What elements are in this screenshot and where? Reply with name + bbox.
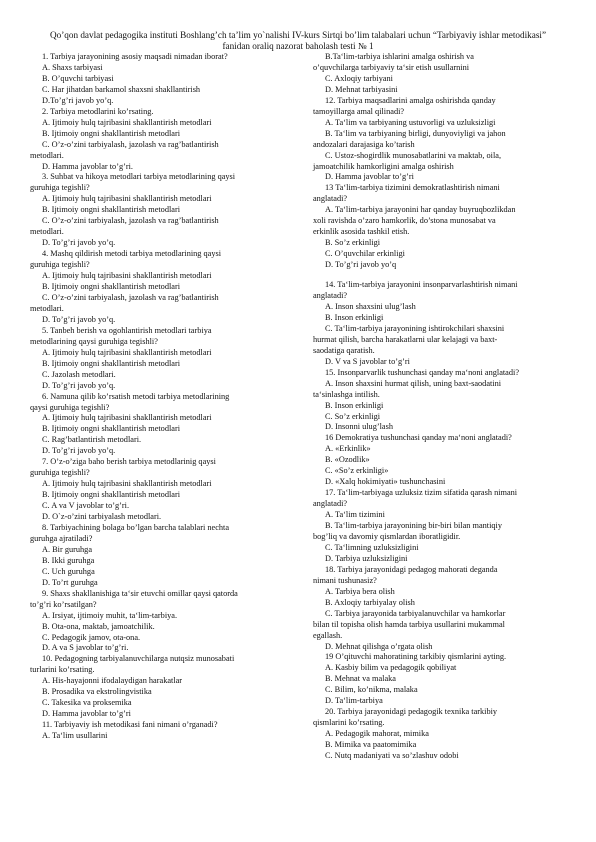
text-line: D. To’g’ri javob yo’q — [325, 260, 397, 270]
text-line — [313, 271, 566, 280]
text-line: C. So’z erkinligi — [325, 411, 381, 421]
text-line: C. Uch guruhga — [42, 566, 95, 576]
right-column — [313, 52, 566, 762]
text-line: o’quvchilarga tarbiyaviy ta‘sir etish usullarnini — [313, 62, 470, 72]
text-line: guruhiga tegishli? — [30, 260, 90, 270]
text-line: A. Inson shaxsini ulug’lash — [325, 301, 416, 311]
text-line: guruhga ajratiladi? — [30, 533, 93, 543]
text-line: A. Ijtimoiy hulq tajribasini shakllantirish metodlari — [42, 117, 212, 127]
text-line: 6. Namuna qilib ko’rsatish metodi tarbiya metodlarining — [42, 391, 230, 401]
text-line: bog’liq va davomiy qismlardan iboratligidir. — [313, 531, 461, 541]
text-line: 18. Tarbiya jarayonidagi pedagog mahorati deganda — [325, 564, 498, 574]
text-line: A. Ijtimoiy hulq tajribasini shakllantirish metodlari — [42, 413, 212, 423]
text-line: D. Hamma javoblar to’g’ri — [325, 172, 414, 182]
text-line: A. Ta‘lim usullarini — [42, 731, 108, 741]
text-line: 19 O’qituvchi mahoratining tarkibiy qismlarini ayting. — [325, 652, 507, 662]
text-line: A. His-hayajonni ifodalaydigan harakatlar — [42, 676, 183, 686]
text-line: 20. Tarbiya jarayonidagi pedagogik texnika tarkibiy — [325, 707, 498, 717]
text-line: C. Tarbiya jarayonida tarbiyalanuvchilar va hamkorlar — [325, 608, 506, 618]
text-line: B. Prosadika va ekstrolingvistika — [42, 687, 152, 697]
text-line: D. To’g’ri javob yo’q. — [42, 314, 116, 324]
text-line: D. O`z-o’zini tarbiyalash metodlari. — [42, 512, 162, 522]
text-line: jamoatchilik hamkorligini amalga oshirish — [313, 161, 454, 171]
text-line: B. Mehnat va malaka — [325, 674, 396, 684]
text-line: xoli ravishda o’zaro hamkorlik, do’stona munosabat va — [313, 216, 496, 226]
text-line: saodatiga qaratish. — [313, 345, 375, 355]
text-line: D. Insonni ulug’lash — [325, 422, 393, 432]
text-line: B. O’quvchi tarbiyasi — [42, 73, 114, 83]
text-line: A. Irsiyat, ijtimoiy muhit, ta‘lim-tarbiya. — [42, 610, 178, 620]
text-line: A. Ijtimoiy hulq tajribasini shakllantirish metodlari — [42, 271, 212, 281]
text-line: C. O’z-o’zini tarbiyalash, jazolash va rag’batlantirish — [42, 216, 219, 226]
text-line: D. Mehnat tarbiyasini — [325, 84, 398, 94]
text-line: D. «Xalq hokimiyati» tushunchasini — [325, 477, 446, 487]
text-line: C. Har jihatdan barkamol shaxsni shakllantirish — [42, 84, 201, 94]
text-line: A. Ta‘lim va tarbiyaning ustuvorligi va uzluksizligi — [325, 117, 496, 127]
text-line: A. Ijtimoiy hulq tajribasini shakllantirish metodlari — [42, 479, 212, 489]
text-line: 15. Insonparvarlik tushunchasi qanday ma‘noni anglatadi? — [325, 367, 520, 377]
text-line: C. A va V javoblar to’g’ri. — [42, 501, 130, 511]
text-line: C. O’quvchilar erkinligi — [325, 249, 405, 259]
text-line: D. To’g’ri javob yo’q. — [42, 446, 116, 456]
text-line: 16 Demokratiya tushunchasi qanday ma‘noni anglatadi? — [325, 433, 512, 443]
text-line: hurmat qilish, barcha harakatlarni ular kelajagi va baxt- — [313, 334, 498, 344]
text-line: A. Bir guruhga — [42, 544, 93, 554]
text-line: B. Ta‘lim-tarbiya jarayonining bir-biri bilan mantiqiy — [325, 521, 502, 531]
text-line: B. Ikki guruhga — [42, 555, 95, 565]
text-line: C. O’z-o’zini tarbiyalash, jazolash va rag’batlantirish — [42, 292, 219, 302]
text-line: B. Axloqiy tarbiyalay olish — [325, 597, 415, 607]
text-line: 9. Shaxs shakllanishiga ta‘sir etuvchi omillar qaysi qatorda — [42, 588, 238, 598]
text-line: metodlari. — [30, 303, 64, 313]
text-line: A. Shaxs tarbiyasi — [42, 62, 103, 72]
text-line: C. O’z-o’zini tarbiyalash, jazolash va rag’batlantirish — [42, 139, 219, 149]
text-line: B. Inson erkinligi — [325, 400, 384, 410]
text-line: B. So’z erkinligi — [325, 238, 381, 248]
text-line: B. Ijtimoiy ongni shakllantirish metodlari — [42, 424, 181, 434]
text-line: anglatadi? — [313, 499, 348, 509]
text-line: B. Ijtimoiy ongni shakllantirish metodlari — [42, 128, 181, 138]
text-line: A. Inson shaxsini hurmat qilish, uning baxt-saodatini — [325, 378, 502, 388]
text-line: tamoyillarga amal qilinadi? — [313, 106, 405, 116]
text-line: 13 Ta‘lim-tarbiya tizimini demokratlashtirish nimani — [325, 183, 500, 193]
text-line: B. Ijtimoiy ongni shakllantirish metodlari — [42, 358, 181, 368]
text-line: A. Ijtimoiy hulq tajribasini shakllantirish metodlari — [42, 347, 212, 357]
text-line: turlarini ko’rsating. — [30, 665, 95, 675]
text-line: B. Ijtimoiy ongni shakllantirish metodlari — [42, 490, 181, 500]
text-line: 1. Tarbiya jarayonining asosiy maqsadi nimadan iborat? — [42, 52, 228, 61]
text-line: B. Ota-ona, maktab, jamoatchilik. — [42, 621, 155, 631]
text-line: C. Axloqiy tarbiyani — [325, 73, 393, 83]
text-line: 14. Ta‘lim-tarbiya jarayonini insonparvarlashtirish nimani — [325, 280, 518, 290]
text-line: B.Ta‘lim-tarbiya ishlarini amalga oshirish va — [325, 52, 474, 61]
text-line: C. Pedagogik jamov, ota-ona. — [42, 632, 141, 642]
text-line: guruhiga tegishli? — [30, 183, 90, 193]
text-line: B. Ta‘lim va tarbiyaning birligi, dunyoviyligi va jahon — [325, 128, 506, 138]
text-line: D. To’rt guruhga — [42, 577, 98, 587]
text-line: D. Hamma javoblar to’g’ri — [42, 709, 131, 719]
text-line: qaysi guruhiga tegishli? — [30, 402, 110, 412]
text-line: 4. Mashq qildirish metodi tarbiya metodlarining qaysi — [42, 249, 222, 259]
text-line: 11. Tarbiyaviy ish metodikasi fani nimani o’rganadi? — [42, 720, 218, 730]
text-line: 10. Pedagogning tarbiyalanuvchilarga nutqsiz munosabati — [42, 654, 235, 664]
text-line: 12. Tarbiya maqsadlarini amalga oshirishda qanday — [325, 95, 496, 105]
text-line: anglatadi? — [313, 291, 348, 301]
text-line: B. Ijtimoiy ongni shakllantirish metodlari — [42, 205, 181, 215]
text-line: D. To’g’ri javob yo’q. — [42, 380, 116, 390]
text-line: C. Jazolash metodlari. — [42, 369, 116, 379]
text-line: C. Ustoz-shogirdlik munosabatlarini va maktab, oila, — [325, 150, 502, 160]
text-line: C. «So’z erkinligi» — [325, 466, 389, 476]
text-line: bilan til topisha olish hamda tarbiya usullarini mukammal — [313, 619, 505, 629]
text-line: metodlari. — [30, 150, 64, 160]
text-line: A. Ijtimoiy hulq tajribasini shakllantirish metodlari — [42, 194, 212, 204]
text-line: C. Ta‘lim-tarbiya jarayonining ishtirokchilari shaxsini — [325, 323, 505, 333]
text-line: B. Mimika va paatomimika — [325, 740, 417, 750]
text-line: D. To’g’ri javob yo’q. — [42, 238, 116, 248]
text-line: qismlarini ko’rsating. — [313, 718, 385, 728]
text-line: erkinlik asosida tashkil etish. — [313, 227, 410, 237]
document-title: Qo’qon davlat pedagogika instituti Boshlang’ch ta’lim yo`nalishi IV-kurs Sirtqi bo’lim talabalari uchun “Tarbiyaviy ishlar metodikasi” fanidan oraliq nazorat baholash testi № 1 — [49, 30, 547, 51]
text-line: C. Ta‘limning uzluksizligini — [325, 542, 419, 552]
text-line: A. Ta‘lim tizimini — [325, 510, 385, 520]
text-line: anglatadi? — [313, 194, 348, 204]
text-line: C. Takesika va proksemika — [42, 698, 132, 708]
text-line: C. Rag’batlantirish metodlari. — [42, 435, 142, 445]
text-line: 3. Suhbat va hikoya metodlari tarbiya metodlarining qaysi — [42, 172, 236, 182]
text-line: guruhiga tegishli? — [30, 468, 90, 478]
text-line: A. Kasbiy bilim va pedagogik qobiliyat — [325, 663, 457, 673]
text-line: B. Ijtimoiy ongni shakllantirish metodlari — [42, 282, 181, 292]
text-line: D. Mehnat qilishga o’rgata olish — [325, 641, 433, 651]
text-line: C. Bilim, ko’nikma, malaka — [325, 685, 418, 695]
text-line: 2. Tarbiya metodlarini ko’rsating. — [42, 106, 154, 116]
text-line: metodlari. — [30, 227, 64, 237]
text-line: D. Hamma javoblar to’g’ri. — [42, 161, 134, 171]
text-line: D. Ta‘lim-tarbiya — [325, 696, 383, 706]
left-column — [30, 52, 283, 742]
text-line: A. Tarbiya bera olish — [325, 586, 395, 596]
text-line: 8. Tarbiyachining bolaga bo’lgan barcha talablari nechta — [42, 522, 230, 532]
text-line: A. Pedagogik mahorat, mimika — [325, 729, 429, 739]
text-line: D. V va S javoblar to’g’ri — [325, 356, 410, 366]
text-line: 5. Tanbeh berish va ogohlantirish metodlari tarbiya — [42, 325, 212, 335]
text-line: C. Nutq madaniyati va so’zlashuv odobi — [325, 751, 459, 761]
text-line: 7. O’z-o’ziga baho berish tarbiya metodlarinig qaysi — [42, 457, 216, 467]
text-line: nimani tushunasiz? — [313, 575, 377, 585]
text-line: A. Ta‘lim-tarbiya jarayonini har qanday buyruqbozlikdan — [325, 205, 516, 215]
text-line: D. Tarbiya uzluksizligini — [325, 553, 408, 563]
text-line: andozalari darajasiga ko’tarish — [313, 139, 415, 149]
text-line: egallash. — [313, 630, 343, 640]
text-line: A. «Erkinlik» — [325, 444, 371, 454]
text-line: B. «Ozodlik» — [325, 455, 370, 465]
text-line: D. A va S javoblar to’g’ri. — [42, 643, 129, 653]
text-line: D.To’g’ri javob yo’q. — [42, 95, 114, 105]
text-line: 17. Ta‘lim-tarbiyaga uzluksiz tizim sifatida qarash nimani — [325, 488, 518, 498]
text-line: B. Inson erkinligi — [325, 312, 384, 322]
text-line: ta‘sinlashga intilish. — [313, 389, 380, 399]
text-line: metodlarining qaysi guruhiga tegishli? — [30, 336, 158, 346]
text-line: to’g’ri ko’rsatilgan? — [30, 599, 97, 609]
